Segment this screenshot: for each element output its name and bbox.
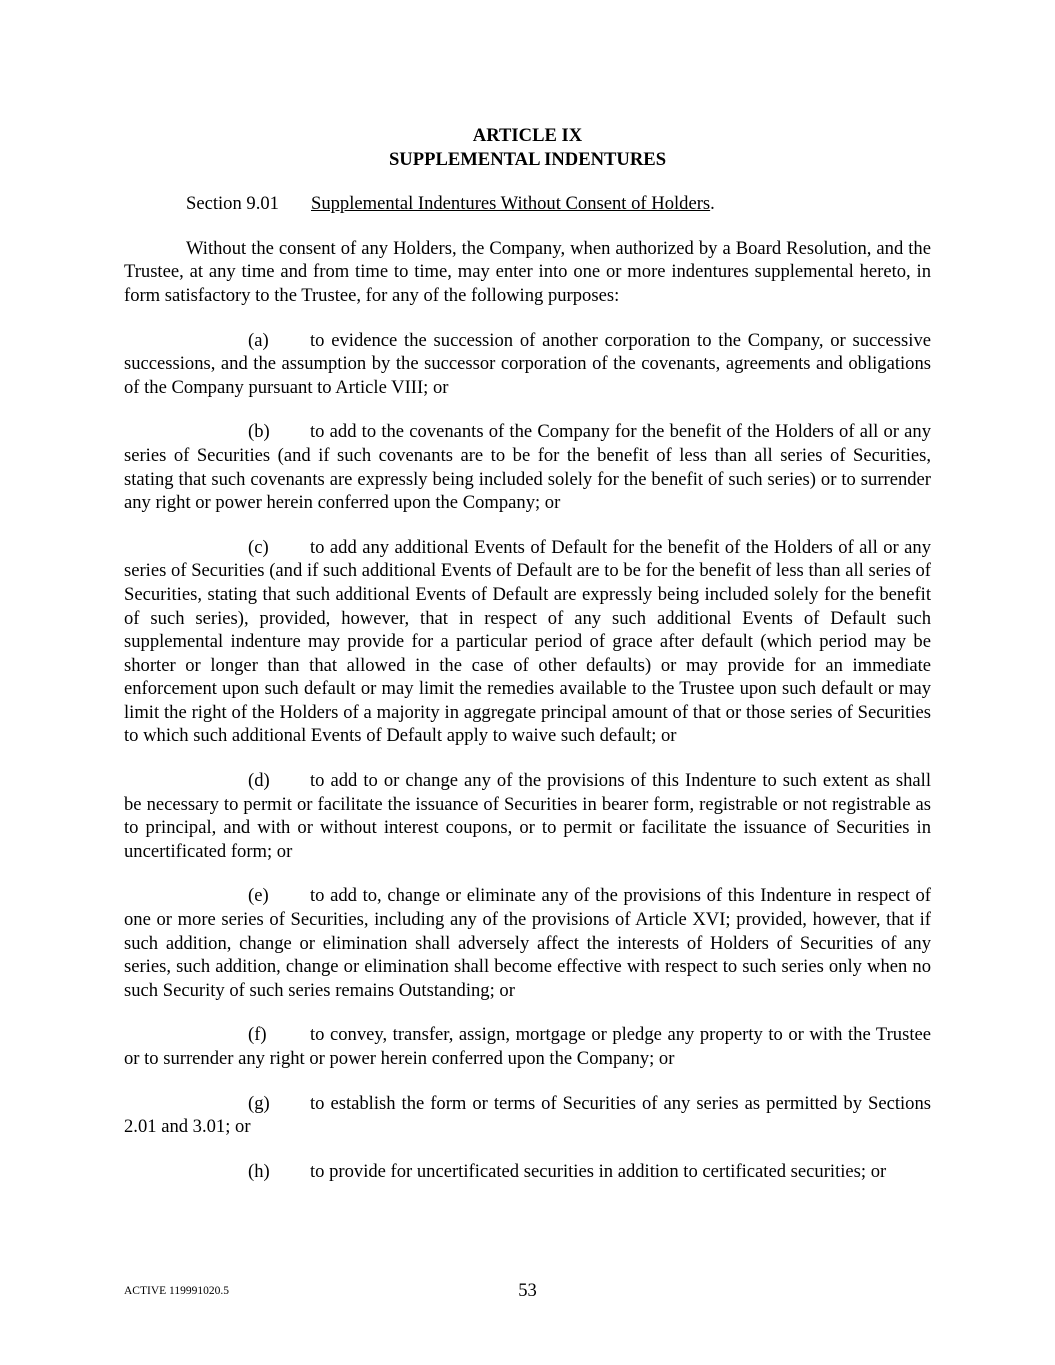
footer-document-id: ACTIVE 119991020.5 bbox=[124, 1285, 229, 1297]
clause-c bbox=[124, 536, 931, 748]
article-title: SUPPLEMENTAL INDENTURES bbox=[388, 148, 667, 170]
clause-f bbox=[124, 1023, 931, 1070]
clause-e bbox=[124, 884, 931, 1002]
clause-g bbox=[124, 1092, 931, 1139]
clause-text: to evidence the succession of another corporation to the Company, or successive successions, and the assumption by the successor corporation of the covenants, agreements and obligations of the Company pursuant to Article VIII; or bbox=[124, 329, 931, 398]
clause-label: (e) bbox=[248, 885, 269, 907]
clause-b bbox=[124, 420, 931, 514]
clause-label: (d) bbox=[248, 770, 270, 792]
clause-a bbox=[124, 329, 931, 400]
article-number: ARTICLE IX bbox=[472, 125, 583, 146]
clause-label: (f) bbox=[248, 1024, 267, 1046]
clause-h bbox=[124, 1160, 931, 1184]
clause-text: to convey, transfer, assign, mortgage or pledge any property to or with the Trustee or to surrender any right or power herein conferred upon the Company; or bbox=[124, 1024, 931, 1069]
clause-label: (g) bbox=[248, 1092, 270, 1114]
clause-text: to add to or change any of the provisions of this Indenture to such extent as shall be necessary to permit or facilitate the issuance of Securities in bearer form, registrable or not registrable as to principal, and with or without interest coupons, or to permit or facilitate the issuance of Securities in uncertificated form; or bbox=[124, 770, 931, 862]
intro-paragraph: Without the consent of any Holders, the Company, when authorized by a Board Resolution, and the Trustee, at any time and from time to time, may enter into one or more indentures supplemental hereto, in form satisfactory to the Trustee, for any of the following purposes: bbox=[124, 237, 931, 306]
clause-text: to add to, change or eliminate any of the provisions of this Indenture in respect of one or more series of Securities, including any of the provisions of Article XVI; provided, however, that if such addition, change or elimination shall adversely affect the interests of Holders of Securities of any series, such addition, change or elimination shall become effective with respect to such series only when no such Security of such series remains Outstanding; or bbox=[124, 885, 931, 1001]
clause-text: to add to the covenants of the Company for the benefit of the Holders of all or any series of Securities (and if such covenants are to be for the benefit of less than all series of Securities, stating that such covenants are expressly being included solely for the benefit of such series) or to surrender any right or power herein conferred upon the Company; or bbox=[124, 421, 931, 514]
section-heading bbox=[124, 192, 931, 216]
section-title-period: . bbox=[710, 193, 715, 215]
clause-label: (c) bbox=[248, 536, 269, 558]
clause-label: (h) bbox=[248, 1160, 270, 1182]
clause-label: (b) bbox=[248, 421, 270, 443]
section-title: Supplemental Indentures Without Consent of Holders bbox=[311, 193, 711, 215]
clause-text: to provide for uncertificated securities in addition to certificated securities; or bbox=[310, 1160, 887, 1182]
clause-label: (a) bbox=[248, 329, 269, 351]
section-number: Section 9.01 bbox=[186, 193, 279, 215]
clause-text: to establish the form or terms of Securities of any series as permitted by Sections 2.01 and 3.01; or bbox=[124, 1092, 931, 1138]
page-number: 53 bbox=[518, 1280, 537, 1301]
clause-text: to add any additional Events of Default for the benefit of the Holders of all or any series of Securities (and if such additional Events of Default are to be for the benefit of less than all series of Securities, stating that such additional Events of Default are expressly being included solely for the benefit of such series), provided, however, that in respect of any such additional Events of Default such supplemental indenture may provide for a particular period of grace after default (which period may be shorter or longer than that allowed in the case of other defaults) or may provide for an immediate enforcement upon such default or may limit the remedies available to the Trustee upon such default or may limit the right of the Holders of a majority in aggregate principal amount of that or those series of Securities to which such additional Events of Default apply to waive such default; or bbox=[124, 536, 931, 747]
document-page bbox=[124, 124, 931, 1183]
clause-d bbox=[124, 769, 931, 863]
